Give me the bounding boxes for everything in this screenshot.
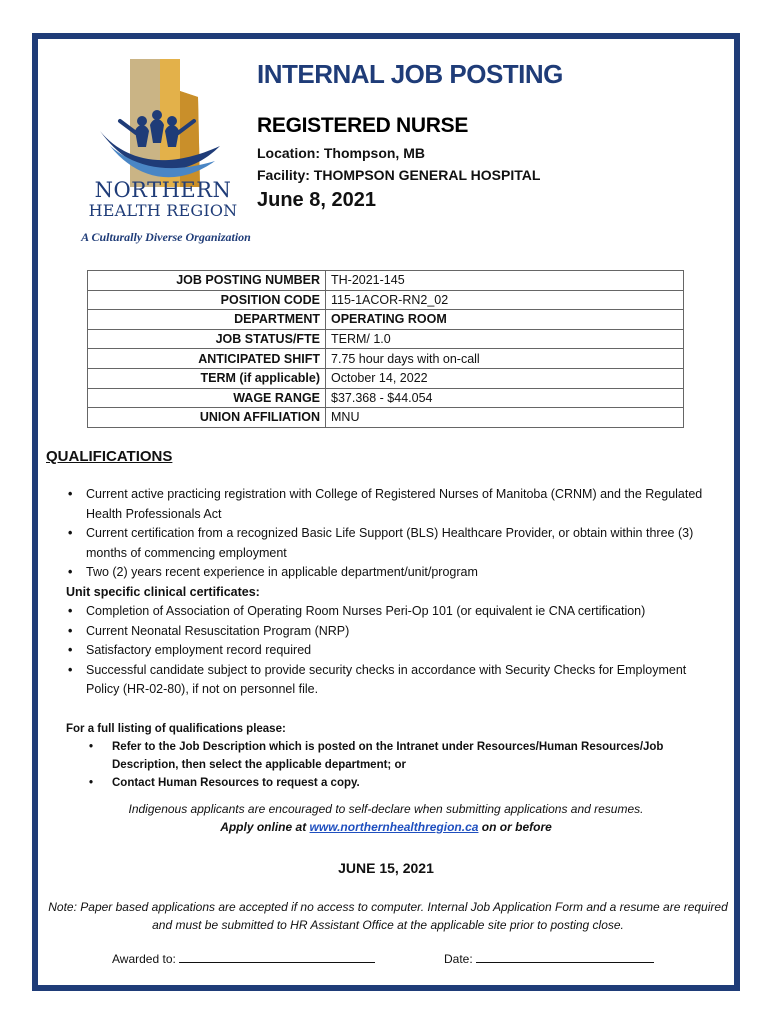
table-row [88, 388, 684, 408]
closing-date: JUNE 15, 2021 [338, 860, 434, 876]
job-details-table [87, 270, 684, 428]
list-item: • Contact Human Resources to request a copy. [66, 774, 706, 792]
posting-date: June 8, 2021 [257, 189, 376, 211]
detail-value: TH-2021-145 [326, 271, 684, 291]
detail-value: $37.368 - $44.054 [326, 388, 684, 408]
page-title: INTERNAL JOB POSTING [257, 59, 563, 89]
list-item: • Successful candidate subject to provide security checks in accordance with Security Checks for Employment Policy (HR-02-80), if not on personnel file. [66, 661, 716, 700]
apply-line [38, 818, 734, 836]
awarded-to-field [112, 952, 375, 966]
org-name [88, 179, 238, 221]
detail-label: TERM (if applicable) [88, 368, 326, 388]
awarded-to-line[interactable] [179, 953, 375, 963]
date-line[interactable] [476, 953, 654, 963]
org-name-line1: NORTHERN [94, 178, 232, 202]
position-title: REGISTERED NURSE [257, 114, 469, 137]
list-item: • Completion of Association of Operating Room Nurses Peri-Op 101 (or equivalent ie CNA certification) [66, 602, 716, 622]
detail-label: ANTICIPATED SHIFT [88, 349, 326, 369]
apply-prefix: Apply online at [220, 820, 310, 834]
list-item: • Two (2) years recent experience in applicable department/unit/program [66, 563, 716, 583]
apply-link[interactable]: www.northernhealthregion.ca [309, 820, 479, 834]
table-row [88, 271, 684, 291]
org-tagline: A Culturally Diverse Organization [81, 230, 251, 244]
list-item: • Current active practicing registration with College of Registered Nurses of Manitoba (CRNM) and the Regulated Health Professionals Act [66, 485, 716, 524]
detail-value: TERM/ 1.0 [326, 329, 684, 349]
org-name-line2: HEALTH REGION [88, 201, 238, 220]
awarded-to-label: Awarded to: [112, 952, 176, 966]
indigenous-note: Indigenous applicants are encouraged to self-declare when submitting applications and resumes. [128, 802, 644, 816]
unit-certificates-heading: Unit specific clinical certificates: [66, 584, 260, 599]
list-item: • Current certification from a recognized Basic Life Support (BLS) Healthcare Provider, or obtain within three (3) months of commencing employment [66, 524, 716, 563]
location: Location: Thompson, MB [257, 145, 425, 161]
list-item: • Current Neonatal Resuscitation Program (NRP) [66, 622, 716, 642]
document-frame [32, 33, 740, 991]
table-row [88, 408, 684, 428]
detail-value: October 14, 2022 [326, 368, 684, 388]
facility: Facility: THOMPSON GENERAL HOSPITAL [257, 167, 541, 183]
detail-value: MNU [326, 408, 684, 428]
list-item: • Refer to the Job Description which is posted on the Intranet under Resources/Human Resources/Job Description, then select the applicable department; or [66, 738, 706, 774]
qualifications-section [66, 485, 716, 700]
full-listing-section [66, 720, 706, 792]
detail-label: UNION AFFILIATION [88, 408, 326, 428]
table-row [88, 290, 684, 310]
paper-application-note: Note: Paper based applications are accepted if no access to computer. Internal Job Application Form and a resume are required and must be submitted to HR Assistant Office at the applicable site prior to posting close. [48, 900, 728, 932]
date-label: Date: [444, 952, 473, 966]
table-row [88, 310, 684, 330]
list-item: • Satisfactory employment record required [66, 641, 716, 661]
apply-suffix: on or before [478, 820, 552, 834]
detail-label: WAGE RANGE [88, 388, 326, 408]
table-row [88, 368, 684, 388]
qualifications-heading: QUALIFICATIONS [46, 448, 173, 465]
detail-label: JOB STATUS/FTE [88, 329, 326, 349]
detail-label: POSITION CODE [88, 290, 326, 310]
detail-value: 7.75 hour days with on-call [326, 349, 684, 369]
full-listing-heading: For a full listing of qualifications please: [66, 723, 286, 735]
date-field [444, 952, 654, 966]
detail-value: OPERATING ROOM [326, 310, 684, 330]
table-row [88, 329, 684, 349]
detail-label: JOB POSTING NUMBER [88, 271, 326, 291]
table-row [88, 349, 684, 369]
detail-value: 115-1ACOR-RN2_02 [326, 290, 684, 310]
detail-label: DEPARTMENT [88, 310, 326, 330]
